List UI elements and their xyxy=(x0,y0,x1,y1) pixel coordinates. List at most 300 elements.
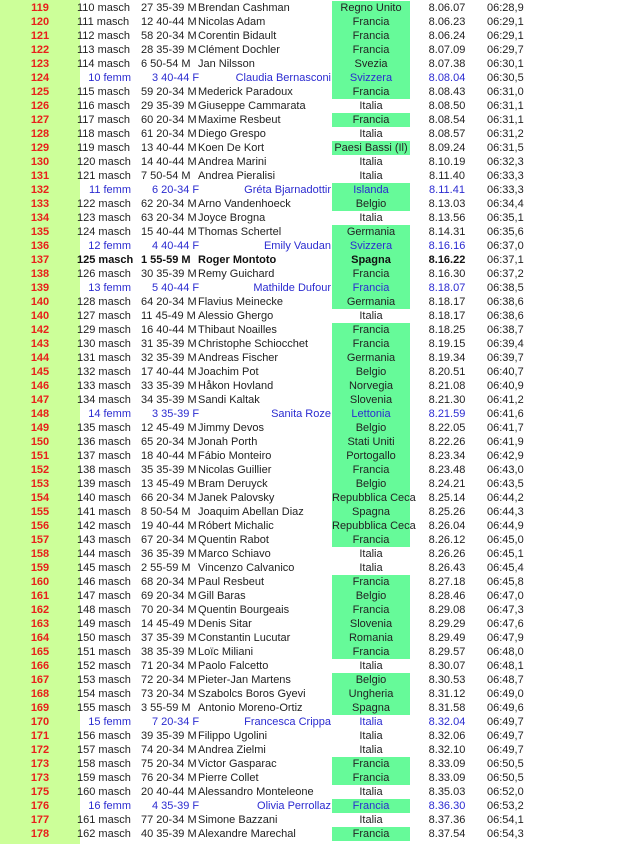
position-cell: 16 femm xyxy=(88,800,131,812)
pace-cell: 06:30,5 xyxy=(487,72,524,84)
country-cell: Svizzera xyxy=(332,71,410,85)
position-cell: 152 masch xyxy=(77,660,131,672)
position-cell: 113 masch xyxy=(77,44,130,56)
category-cell: 74 20-34 M xyxy=(141,744,197,756)
position-cell: 155 masch xyxy=(77,702,131,714)
name-cell: Remy Guichard xyxy=(198,268,275,280)
rank-cell: 152 xyxy=(30,464,50,476)
country-cell: Belgio xyxy=(332,673,410,687)
position-cell: 123 masch xyxy=(77,212,131,224)
pace-cell: 06:43,5 xyxy=(487,478,524,490)
table-row[interactable] xyxy=(0,183,641,197)
time-cell: 8.08.04 xyxy=(428,72,466,84)
name-cell: Andreas Fischer xyxy=(198,352,279,364)
country-cell: Italia xyxy=(359,660,383,672)
position-cell: 117 masch xyxy=(77,114,130,126)
country-cell: Francia xyxy=(332,281,410,295)
country-cell: Norvegia xyxy=(332,379,410,393)
rank-cell: 158 xyxy=(30,548,50,560)
position-cell: 14 femm xyxy=(88,408,131,420)
country-cell: Stati Uniti xyxy=(332,435,410,449)
rank-cell: 126 xyxy=(30,100,50,112)
category-cell: 20 40-44 M xyxy=(141,786,197,798)
category-cell: 33 35-39 M xyxy=(141,380,197,392)
name-cell: Quentin Bourgeais xyxy=(198,604,290,616)
name-cell: Andrea Pieralisi xyxy=(198,170,276,182)
name-cell: Thibaut Noailles xyxy=(198,324,277,336)
name-cell: Corentin Bidault xyxy=(198,30,277,42)
category-cell: 13 45-49 M xyxy=(141,478,197,490)
table-row[interactable] xyxy=(0,505,641,519)
table-row[interactable] xyxy=(0,155,641,169)
pace-cell: 06:41,6 xyxy=(487,408,524,420)
name-cell: Vincenzo Calvanico xyxy=(198,562,295,574)
position-cell: 162 masch xyxy=(77,828,131,840)
rank-cell: 154 xyxy=(30,492,50,504)
country-cell: Spagna xyxy=(332,701,410,715)
country-cell: Italia xyxy=(359,814,383,826)
table-row[interactable] xyxy=(0,351,641,365)
pace-cell: 06:31,0 xyxy=(487,86,524,98)
position-cell: 145 masch xyxy=(77,562,131,574)
pace-cell: 06:49,7 xyxy=(487,744,524,756)
category-cell: 37 35-39 M xyxy=(141,632,197,644)
table-row[interactable] xyxy=(0,631,641,645)
country-cell: Portogallo xyxy=(332,449,410,463)
pace-cell: 06:38,7 xyxy=(487,324,524,336)
position-cell: 125 masch xyxy=(77,254,134,266)
table-row[interactable] xyxy=(0,127,641,141)
rank-cell: 149 xyxy=(30,422,50,434)
table-row[interactable] xyxy=(0,519,641,533)
pace-cell: 06:38,6 xyxy=(487,310,524,322)
name-cell: Szabolcs Boros Gyevi xyxy=(198,688,306,700)
table-row[interactable] xyxy=(0,239,641,253)
table-row[interactable] xyxy=(0,617,641,631)
country-cell: Francia xyxy=(332,463,410,477)
name-cell: Andrea Marini xyxy=(198,156,267,168)
rank-cell: 175 xyxy=(30,786,50,798)
position-cell: 135 masch xyxy=(77,422,131,434)
category-cell: 39 35-39 M xyxy=(141,730,197,742)
table-row[interactable] xyxy=(0,743,641,757)
position-cell: 151 masch xyxy=(77,646,131,658)
rank-cell: 128 xyxy=(30,128,50,140)
rank-cell: 165 xyxy=(30,646,50,658)
pace-cell: 06:50,5 xyxy=(487,758,524,770)
name-cell: Clément Dochler xyxy=(198,44,280,56)
pace-cell: 06:37,2 xyxy=(487,268,524,280)
category-cell: 69 20-34 M xyxy=(141,590,197,602)
table-row[interactable] xyxy=(0,267,641,281)
country-cell: Francia xyxy=(332,43,410,57)
country-cell: Italia xyxy=(359,730,383,742)
rank-cell: 136 xyxy=(30,240,50,252)
position-cell: 161 masch xyxy=(77,814,131,826)
name-cell: Roger Montoto xyxy=(198,254,277,266)
category-cell: 5 40-44 F xyxy=(152,282,200,294)
country-cell: Italia xyxy=(359,786,383,798)
category-cell: 14 40-44 M xyxy=(141,156,197,168)
position-cell: 147 masch xyxy=(77,590,131,602)
category-cell: 12 45-49 M xyxy=(141,422,197,434)
time-cell: 8.20.51 xyxy=(428,366,466,378)
pace-cell: 06:47,6 xyxy=(487,618,524,630)
table-row[interactable] xyxy=(0,673,641,687)
pace-cell: 06:42,9 xyxy=(487,450,524,462)
category-cell: 19 40-44 M xyxy=(141,520,197,532)
position-cell: 148 masch xyxy=(77,604,131,616)
category-cell: 7 50-54 M xyxy=(141,170,191,182)
table-row[interactable] xyxy=(0,43,641,57)
country-cell: Repubblica Ceca xyxy=(332,492,416,504)
pace-cell: 06:47,0 xyxy=(487,590,524,602)
rank-cell: 120 xyxy=(30,16,50,28)
name-cell: Jimmy Devos xyxy=(198,422,265,434)
table-row[interactable] xyxy=(0,309,641,323)
country-cell: Islanda xyxy=(332,183,410,197)
name-cell: Joyce Brogna xyxy=(198,212,266,224)
country-cell: Italia xyxy=(359,128,383,140)
position-cell: 124 masch xyxy=(77,226,131,238)
country-cell: Italia xyxy=(359,310,383,322)
table-row[interactable] xyxy=(0,337,641,351)
rank-cell: 160 xyxy=(30,576,50,588)
category-cell: 2 55-59 M xyxy=(141,562,191,574)
time-cell: 8.29.57 xyxy=(428,646,466,658)
category-cell: 67 20-34 M xyxy=(141,534,197,546)
time-cell: 8.26.04 xyxy=(428,520,466,532)
time-cell: 8.11.40 xyxy=(429,170,465,182)
table-row[interactable] xyxy=(0,393,641,407)
table-row[interactable] xyxy=(0,771,641,785)
position-cell: 137 masch xyxy=(77,450,131,462)
name-cell: Joachim Pot xyxy=(198,366,259,378)
pace-cell: 06:33,3 xyxy=(487,184,524,196)
country-cell: Francia xyxy=(332,113,410,127)
rank-cell: 163 xyxy=(30,618,50,630)
category-cell: 30 35-39 M xyxy=(141,268,197,280)
name-cell: Alessio Ghergo xyxy=(198,310,274,322)
position-cell: 126 masch xyxy=(77,268,131,280)
position-cell: 146 masch xyxy=(77,576,131,588)
time-cell: 8.27.18 xyxy=(428,576,466,588)
category-cell: 13 40-44 M xyxy=(141,142,197,154)
pace-cell: 06:44,2 xyxy=(487,492,524,504)
category-cell: 76 20-34 M xyxy=(141,772,197,784)
rank-cell: 161 xyxy=(30,590,50,602)
time-cell: 8.08.43 xyxy=(428,86,466,98)
category-cell: 32 35-39 M xyxy=(141,352,197,364)
table-row[interactable] xyxy=(0,603,641,617)
pace-cell: 06:44,9 xyxy=(487,520,524,532)
rank-cell: 170 xyxy=(30,716,50,728)
category-cell: 68 20-34 M xyxy=(141,576,197,588)
pace-cell: 06:34,4 xyxy=(487,198,524,210)
table-row[interactable] xyxy=(0,169,641,183)
pace-cell: 06:31,2 xyxy=(487,128,524,140)
table-row[interactable] xyxy=(0,463,641,477)
time-cell: 8.35.03 xyxy=(428,786,466,798)
country-cell: Ungheria xyxy=(332,687,410,701)
table-row[interactable] xyxy=(0,827,641,841)
country-cell: Regno Unito xyxy=(332,1,410,15)
table-row[interactable] xyxy=(0,687,641,701)
table-row[interactable] xyxy=(0,57,641,71)
category-cell: 11 45-49 M xyxy=(141,310,196,322)
country-cell: Belgio xyxy=(332,421,410,435)
time-cell: 8.32.10 xyxy=(428,744,466,756)
position-cell: 11 femm xyxy=(89,184,131,196)
pace-cell: 06:41,7 xyxy=(487,422,524,434)
rank-cell: 178 xyxy=(30,828,50,840)
pace-cell: 06:48,7 xyxy=(487,674,524,686)
time-cell: 8.21.59 xyxy=(428,408,466,420)
category-cell: 31 35-39 M xyxy=(141,338,197,350)
table-row[interactable] xyxy=(0,477,641,491)
table-row[interactable] xyxy=(0,589,641,603)
rank-cell: 127 xyxy=(30,114,50,126)
table-row[interactable] xyxy=(0,1,641,15)
pace-cell: 06:40,9 xyxy=(487,380,524,392)
time-cell: 8.08.57 xyxy=(428,128,466,140)
rank-cell: 172 xyxy=(30,744,50,756)
name-cell: Bram Deruyck xyxy=(198,478,268,490)
rank-cell: 122 xyxy=(30,44,50,56)
pace-cell: 06:48,1 xyxy=(487,660,524,672)
category-cell: 65 20-34 M xyxy=(141,436,197,448)
table-row[interactable] xyxy=(0,197,641,211)
rank-cell: 133 xyxy=(30,198,50,210)
rank-cell: 164 xyxy=(30,632,50,644)
time-cell: 8.29.08 xyxy=(428,604,466,616)
rank-cell: 140 xyxy=(30,296,50,308)
position-cell: 154 masch xyxy=(77,688,131,700)
position-cell: 122 masch xyxy=(77,198,131,210)
time-cell: 8.07.09 xyxy=(428,44,466,56)
table-row[interactable] xyxy=(0,645,641,659)
country-cell: Francia xyxy=(332,799,410,813)
name-cell: Andrea Zielmi xyxy=(198,744,266,756)
name-cell: Filippo Ugolini xyxy=(198,730,268,742)
pace-cell: 06:31,1 xyxy=(487,114,524,126)
rank-cell: 138 xyxy=(30,268,50,280)
time-cell: 8.33.09 xyxy=(428,772,466,784)
table-row[interactable] xyxy=(0,659,641,673)
pace-cell: 06:45,4 xyxy=(487,562,524,574)
name-cell: Pieter-Jan Martens xyxy=(198,674,291,686)
time-cell: 8.18.25 xyxy=(428,324,466,336)
name-cell: Quentin Rabot xyxy=(198,534,269,546)
category-cell: 59 20-34 M xyxy=(141,86,197,98)
rank-cell: 157 xyxy=(30,534,50,546)
position-cell: 130 masch xyxy=(77,338,131,350)
pace-cell: 06:32,3 xyxy=(487,156,524,168)
category-cell: 34 35-39 M xyxy=(141,394,197,406)
table-row[interactable] xyxy=(0,701,641,715)
position-cell: 138 masch xyxy=(77,464,131,476)
name-cell: Róbert Michalic xyxy=(198,520,274,532)
category-cell: 1 55-59 M xyxy=(141,254,191,266)
position-cell: 131 masch xyxy=(77,352,131,364)
table-row[interactable] xyxy=(0,785,641,799)
time-cell: 8.26.12 xyxy=(428,534,466,546)
table-row[interactable] xyxy=(0,407,641,421)
table-row[interactable] xyxy=(0,281,641,295)
category-cell: 77 20-34 M xyxy=(141,814,197,826)
table-row[interactable] xyxy=(0,141,641,155)
category-cell: 73 20-34 M xyxy=(141,688,197,700)
pace-cell: 06:45,8 xyxy=(487,576,524,588)
pace-cell: 06:33,3 xyxy=(487,170,524,182)
name-cell: Nicolas Guillier xyxy=(198,464,272,476)
pace-cell: 06:37,0 xyxy=(487,240,524,252)
table-row[interactable] xyxy=(0,813,641,827)
rank-cell: 130 xyxy=(30,156,50,168)
position-cell: 132 masch xyxy=(77,366,131,378)
rank-cell: 166 xyxy=(30,660,50,672)
name-cell: Francesca Crippa xyxy=(244,716,331,728)
table-row[interactable] xyxy=(0,799,641,813)
time-cell: 8.06.07 xyxy=(428,2,466,14)
table-row[interactable] xyxy=(0,253,641,267)
name-cell: Simone Bazzani xyxy=(198,814,278,826)
rank-cell: 176 xyxy=(30,800,50,812)
country-cell: Slovenia xyxy=(332,393,410,407)
position-cell: 121 masch xyxy=(77,170,131,182)
rank-cell: 131 xyxy=(30,170,50,182)
time-cell: 8.21.08 xyxy=(428,380,466,392)
name-cell: Emily Vaudan xyxy=(263,240,331,252)
country-cell: Belgio xyxy=(332,589,410,603)
table-row[interactable] xyxy=(0,225,641,239)
time-cell: 8.06.23 xyxy=(428,16,466,28)
country-cell: Belgio xyxy=(332,197,410,211)
table-row[interactable] xyxy=(0,99,641,113)
rank-cell: 148 xyxy=(30,408,50,420)
position-cell: 144 masch xyxy=(77,548,131,560)
time-cell: 8.08.50 xyxy=(428,100,466,112)
table-row[interactable] xyxy=(0,211,641,225)
time-cell: 8.16.22 xyxy=(428,254,466,266)
time-cell: 8.10.19 xyxy=(428,156,466,168)
table-row[interactable] xyxy=(0,85,641,99)
position-cell: 110 masch xyxy=(77,2,130,14)
table-row[interactable] xyxy=(0,715,641,729)
rank-cell: 156 xyxy=(30,520,50,532)
category-cell: 7 20-34 F xyxy=(152,716,200,728)
time-cell: 8.07.38 xyxy=(428,58,466,70)
position-cell: 112 masch xyxy=(77,30,130,42)
pace-cell: 06:49,7 xyxy=(487,730,524,742)
rank-cell: 173 xyxy=(30,758,50,770)
country-cell: Italia xyxy=(359,156,383,168)
category-cell: 3 40-44 F xyxy=(152,72,200,84)
country-cell: Francia xyxy=(332,85,410,99)
table-row[interactable] xyxy=(0,379,641,393)
name-cell: Denis Sitar xyxy=(198,618,252,630)
position-cell: 119 masch xyxy=(77,142,130,154)
name-cell: Marco Schiavo xyxy=(198,548,271,560)
table-row[interactable] xyxy=(0,533,641,547)
pace-cell: 06:29,1 xyxy=(487,16,524,28)
position-cell: 160 masch xyxy=(77,786,131,798)
category-cell: 64 20-34 M xyxy=(141,296,197,308)
table-row[interactable] xyxy=(0,323,641,337)
table-row[interactable] xyxy=(0,71,641,85)
time-cell: 8.29.29 xyxy=(428,618,466,630)
table-row[interactable] xyxy=(0,575,641,589)
table-row[interactable] xyxy=(0,449,641,463)
name-cell: Olivia Perrollaz xyxy=(257,800,331,812)
name-cell: Victor Gasparac xyxy=(198,758,277,770)
country-cell: Italia xyxy=(359,548,383,560)
table-row[interactable] xyxy=(0,491,641,505)
rank-cell: 140 xyxy=(30,310,50,322)
time-cell: 8.31.58 xyxy=(428,702,466,714)
pace-cell: 06:45,0 xyxy=(487,534,524,546)
time-cell: 8.36.30 xyxy=(428,800,466,812)
pace-cell: 06:29,7 xyxy=(487,44,524,56)
rank-cell: 142 xyxy=(30,324,50,336)
table-row[interactable] xyxy=(0,113,641,127)
name-cell: Paolo Falcetto xyxy=(198,660,269,672)
position-cell: 13 femm xyxy=(88,282,131,294)
rank-cell: 173 xyxy=(30,772,50,784)
pace-cell: 06:47,9 xyxy=(487,632,524,644)
time-cell: 8.37.36 xyxy=(428,814,466,826)
category-cell: 27 35-39 M xyxy=(141,2,197,14)
time-cell: 8.22.26 xyxy=(428,436,466,448)
table-row[interactable] xyxy=(0,547,641,561)
time-cell: 8.30.53 xyxy=(428,674,466,686)
country-cell: Paesi Bassi (Il) xyxy=(332,141,410,155)
rank-cell: 144 xyxy=(30,352,50,364)
country-cell: Italia xyxy=(359,744,383,756)
position-cell: 139 masch xyxy=(77,478,131,490)
position-cell: 127 masch xyxy=(77,310,131,322)
time-cell: 8.18.17 xyxy=(428,310,466,322)
table-row[interactable] xyxy=(0,29,641,43)
country-cell: Francia xyxy=(332,267,410,281)
country-cell: Francia xyxy=(332,29,410,43)
table-row[interactable] xyxy=(0,561,641,575)
table-row[interactable] xyxy=(0,757,641,771)
time-cell: 8.29.49 xyxy=(428,632,466,644)
category-cell: 28 35-39 M xyxy=(141,44,197,56)
rank-cell: 167 xyxy=(30,674,50,686)
name-cell: Sandi Kaltak xyxy=(198,394,260,406)
rank-cell: 134 xyxy=(30,212,50,224)
country-cell: Belgio xyxy=(332,365,410,379)
rank-cell: 168 xyxy=(30,688,50,700)
table-row[interactable] xyxy=(0,435,641,449)
table-row[interactable] xyxy=(0,365,641,379)
category-cell: 4 35-39 F xyxy=(152,800,200,812)
table-row[interactable] xyxy=(0,729,641,743)
name-cell: Claudia Bernasconi xyxy=(235,72,331,84)
table-row[interactable] xyxy=(0,15,641,29)
pace-cell: 06:40,7 xyxy=(487,366,524,378)
table-row[interactable] xyxy=(0,421,641,435)
position-cell: 136 masch xyxy=(77,436,131,448)
category-cell: 6 50-54 M xyxy=(141,58,191,70)
pace-cell: 06:39,4 xyxy=(487,338,524,350)
table-row[interactable] xyxy=(0,295,641,309)
category-cell: 36 35-39 M xyxy=(141,548,197,560)
position-cell: 134 masch xyxy=(77,394,131,406)
pace-cell: 06:41,2 xyxy=(487,394,524,406)
